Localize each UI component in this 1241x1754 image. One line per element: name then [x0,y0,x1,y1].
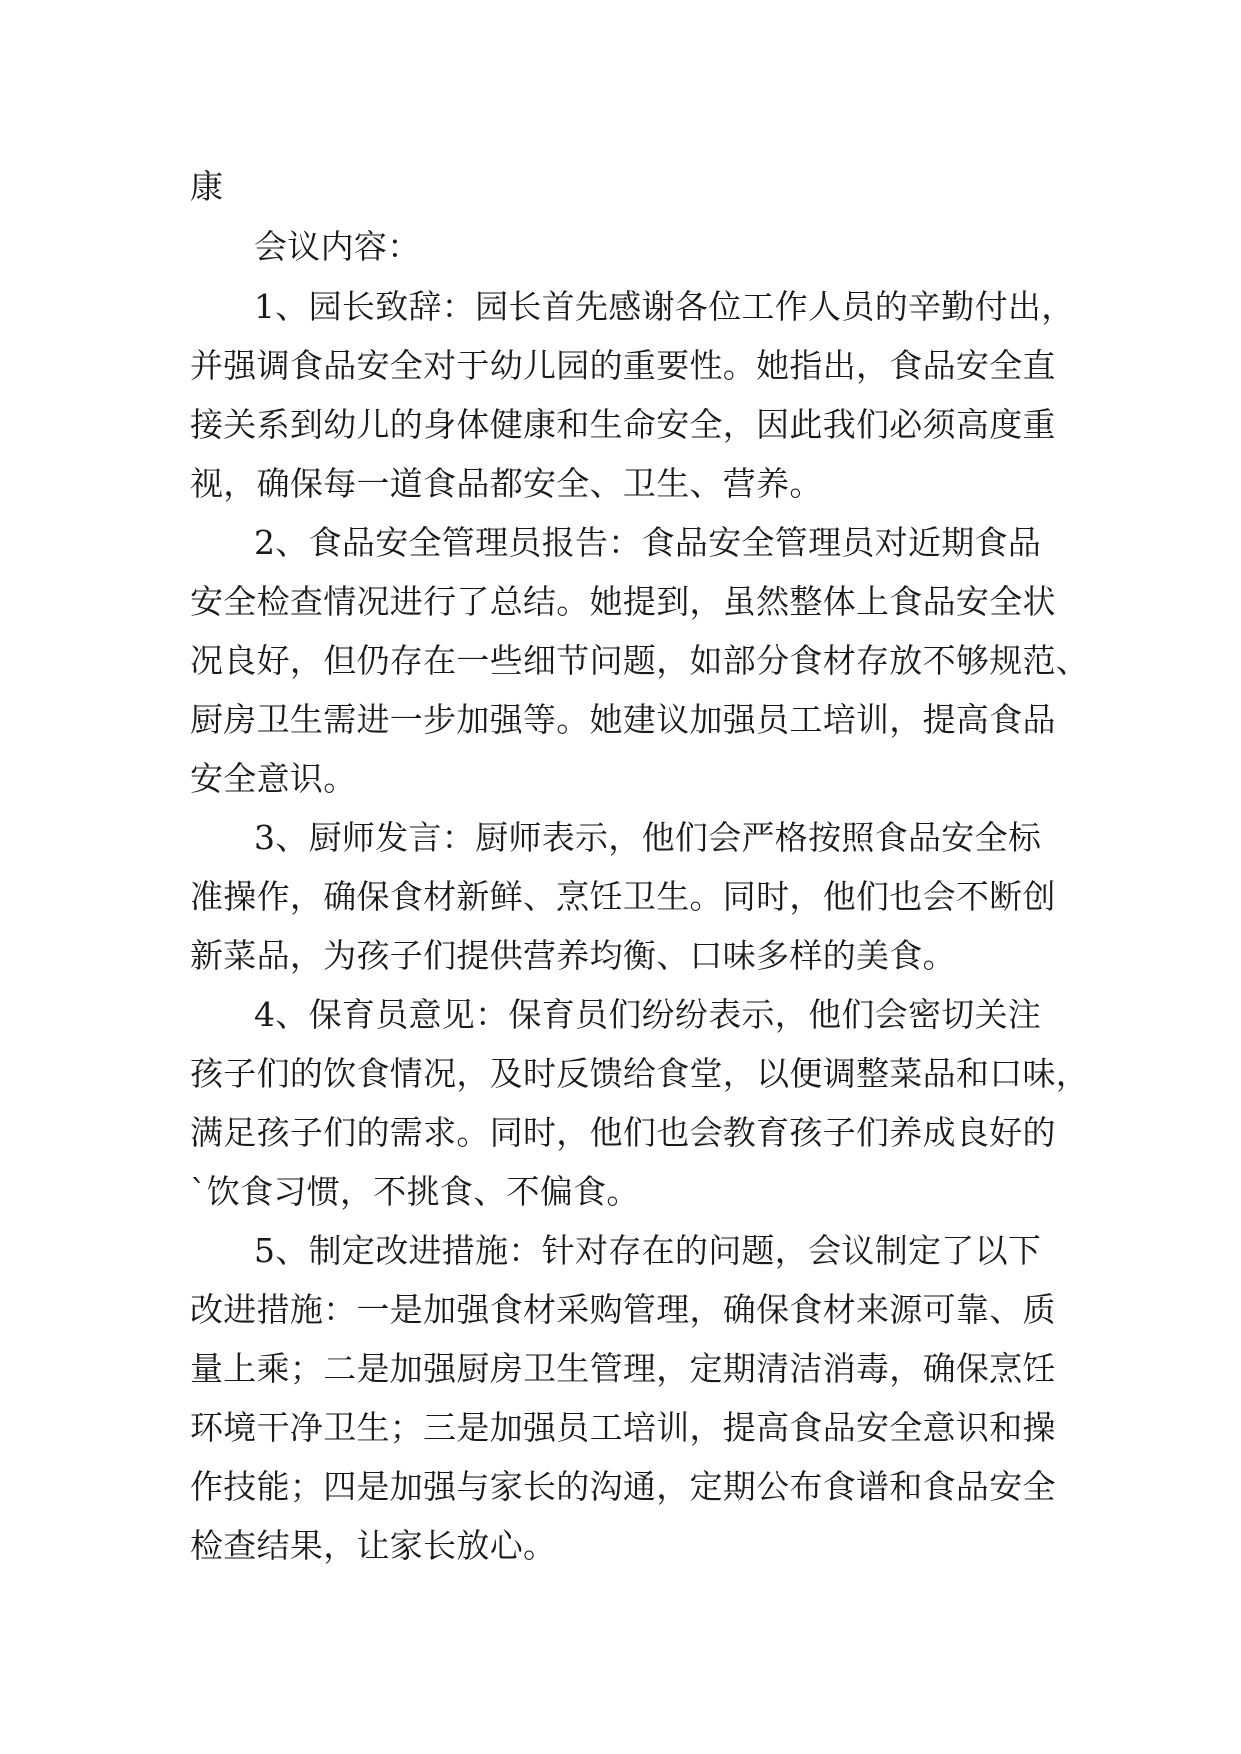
paragraph-4-line: 孩子们的饮食情况，及时反馈给食堂，以便调整菜品和口味， [190,1054,1090,1093]
paragraph-5-line: 改进措施：一是加强食材采购管理，确保食材来源可靠、质 [190,1290,1056,1329]
paragraph-2-line: 安全检查情况进行了总结。她提到，虽然整体上食品安全状 [190,582,1056,621]
paragraph-3-line: 准操作，确保食材新鲜、烹饪卫生。同时，他们也会不断创 [190,877,1056,916]
paragraph-2-line: 安全意识。 [190,759,357,798]
text-line-continuation: 康 [190,167,224,206]
paragraph-1-line: 并强调食品安全对于幼儿园的重要性。她指出，食品安全直 [190,346,1056,385]
paragraph-4-line: 满足孩子们的需求。同时，他们也会教育孩子们养成良好的 [190,1113,1056,1152]
paragraph-1-line: 接关系到幼儿的身体健康和生命安全，因此我们必须高度重 [190,405,1056,444]
paragraph-4-line: 4、保育员意见：保育员们纷纷表示，他们会密切关注 [254,995,1042,1034]
paragraph-3-line: 新菜品，为孩子们提供营养均衡、口味多样的美食。 [190,936,956,975]
paragraph-1-line: 1、园长致辞：园长首先感谢各位工作人员的辛勤付出， [254,287,1075,326]
section-heading: 会议内容： [254,227,421,266]
paragraph-2-line: 况良好，但仍存在一些细节问题，如部分食材存放不够规范、 [190,641,1090,680]
paragraph-1-line: 视，确保每一道食品都安全、卫生、营养。 [190,464,823,503]
paragraph-5-line: 量上乘；二是加强厨房卫生管理，定期清洁消毒，确保烹饪 [190,1349,1056,1388]
paragraph-2-line: 厨房卫生需进一步加强等。她建议加强员工培训，提高食品 [190,700,1056,739]
paragraph-5-line: 环境干净卫生；三是加强员工培训，提高食品安全意识和操 [190,1408,1056,1447]
paragraph-3-line: 3、厨师发言：厨师表示，他们会严格按照食品安全标 [254,818,1042,857]
paragraph-5-line: 5、制定改进措施：针对存在的问题，会议制定了以下 [254,1231,1042,1270]
paragraph-2-line: 2、食品安全管理员报告：食品安全管理员对近期食品 [254,523,1042,562]
paragraph-5-line: 作技能；四是加强与家长的沟通，定期公布食谱和食品安全 [190,1467,1056,1506]
paragraph-5-line: 检查结果，让家长放心。 [190,1526,557,1565]
paragraph-4-line: `饮食习惯，不挑食、不偏食。 [190,1172,640,1211]
